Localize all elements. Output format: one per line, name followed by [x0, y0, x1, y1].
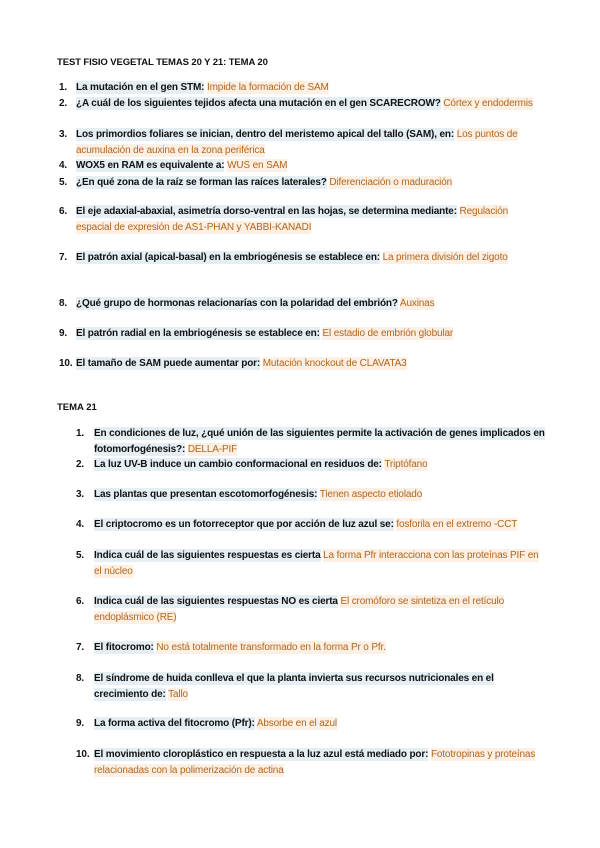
- question-text: ¿A cuál de los siguientes tejidos afecta una mutación en el gen SCARECROW?: [76, 98, 441, 109]
- question-item: [59, 356, 537, 372]
- question-number: 4.: [59, 160, 68, 171]
- question-number: 10.: [76, 749, 90, 760]
- question-text: Indica cuál de las siguientes respuestas es cierta: [94, 550, 321, 561]
- answer-text: El estadio de embrión globular: [322, 328, 454, 339]
- question-text: Los primordios foliares se inician, dentro del meristemo apical del tallo (SAM), en:: [76, 129, 455, 140]
- question-text: La mutación en el gen STM:: [76, 82, 205, 93]
- question-item: [59, 96, 537, 112]
- question-text: El tamaño de SAM puede aumentar por:: [76, 358, 261, 369]
- question-item: [59, 326, 537, 342]
- answer-text: Diferenciación o maduración: [329, 177, 453, 188]
- question-item: [59, 175, 537, 191]
- question-text: El movimiento cloroplástico en respuesta a la luz azul está mediado por:: [94, 749, 429, 760]
- question-item: [76, 747, 546, 778]
- answer-text: WUS en SAM: [227, 160, 288, 171]
- question-item: [59, 158, 537, 174]
- question-text: El criptocromo es un fotorreceptor que por acción de luz azul se:: [94, 519, 394, 530]
- question-item: [76, 548, 546, 579]
- answer-text: No está totalmente transformado en la forma Pr o Pfr.: [156, 642, 386, 653]
- document-title: TEST FISIO VEGETAL TEMAS 20 Y 21: TEMA 20: [57, 57, 268, 68]
- question-item: [76, 716, 546, 732]
- question-item: [76, 426, 546, 457]
- answer-text: La forma Pfr interacciona con las proteínas PIF en el núcleo: [94, 550, 539, 577]
- answer-text: Tienen aspecto etiolado: [319, 489, 423, 500]
- section-title: TEMA 21: [57, 402, 97, 413]
- answer-text: Regulación espacial de expresión de AS1-PHAN y YABBI-KANADI: [76, 206, 509, 233]
- question-number: 5.: [76, 550, 85, 561]
- question-item: [59, 296, 537, 312]
- question-text: El patrón axial (apical-basal) en la embriogénesis se establece en:: [76, 252, 380, 263]
- question-text: El eje adaxial-abaxial, asimetría dorso-ventral en las hojas, se determina mediante:: [76, 206, 457, 217]
- answer-text: Fototropinas y proteínas relacionadas con la polimerización de actina: [94, 749, 536, 776]
- answer-text: fosforila en el extremo -CCT: [396, 519, 518, 530]
- answer-text: Córtex y endodermis: [443, 98, 533, 109]
- question-text: La forma activa del fitocromo (Pfr):: [94, 718, 255, 729]
- answer-text: Auxinas: [399, 298, 435, 309]
- answer-text: Tallo: [168, 688, 188, 700]
- question-number: 5.: [59, 177, 68, 188]
- question-item: [76, 487, 546, 503]
- question-text: Las plantas que presentan escotomorfogénesis:: [94, 489, 318, 500]
- answer-text: Absorbe en el azul: [256, 718, 337, 729]
- question-number: 6.: [59, 206, 68, 217]
- question-number: 3.: [59, 129, 68, 140]
- answer-text: Impide la formación de SAM: [206, 82, 329, 93]
- question-item: [76, 640, 546, 656]
- question-number: 9.: [59, 328, 68, 339]
- question-number: 8.: [76, 673, 85, 684]
- question-number: 1.: [59, 82, 68, 93]
- question-item: [76, 671, 546, 702]
- question-number: 8.: [59, 298, 68, 309]
- question-item: [59, 250, 537, 266]
- answer-text: Los puntos de acumulación de auxina en la zona periférica: [76, 129, 518, 156]
- answer-text: Triptófano: [384, 459, 428, 470]
- question-number: 3.: [76, 489, 85, 500]
- question-text: El síndrome de huida conlleva el que la planta invierta sus recursos nutricionales en el crecimiento de:: [94, 673, 494, 700]
- question-number: 1.: [76, 428, 85, 439]
- question-text: Indica cuál de las siguientes respuestas NO es cierta: [94, 596, 338, 607]
- question-number: 7.: [76, 642, 85, 653]
- question-number: 4.: [76, 519, 85, 530]
- question-text: ¿Qué grupo de hormonas relacionarías con la polaridad del embrión?: [76, 298, 398, 309]
- question-item: [76, 517, 546, 533]
- question-item: [59, 204, 537, 235]
- question-text: ¿En qué zona de la raíz se forman las raíces laterales?: [76, 177, 327, 188]
- question-number: 2.: [76, 459, 85, 470]
- answer-text: La primera división del zigoto: [382, 252, 508, 263]
- question-number: 9.: [76, 718, 85, 729]
- question-text: En condiciones de luz, ¿qué unión de las siguientes permite la activación de genes implicados en fotomorfogénesis?:: [94, 428, 545, 455]
- question-number: 6.: [76, 596, 85, 607]
- question-text: La luz UV-B induce un cambio conformacional en residuos de:: [94, 459, 382, 470]
- question-number: 2.: [59, 98, 68, 109]
- question-item: [76, 594, 546, 625]
- question-item: [59, 127, 537, 158]
- question-number: 10.: [59, 358, 73, 369]
- answer-text: Mutación knockout de CLAVATA3: [262, 358, 407, 369]
- answer-text: El cromóforo se sintetiza en el retículo endoplásmico (RE): [94, 596, 504, 623]
- answer-text: DELLA-PIF: [187, 443, 238, 455]
- question-text: WOX5 en RAM es equivalente a:: [76, 160, 225, 171]
- question-number: 7.: [59, 252, 68, 263]
- question-item: [59, 80, 537, 96]
- question-item: [76, 457, 546, 473]
- question-text: El patrón radial en la embriogénesis se establece en:: [76, 328, 320, 339]
- question-text: El fitocromo:: [94, 642, 154, 653]
